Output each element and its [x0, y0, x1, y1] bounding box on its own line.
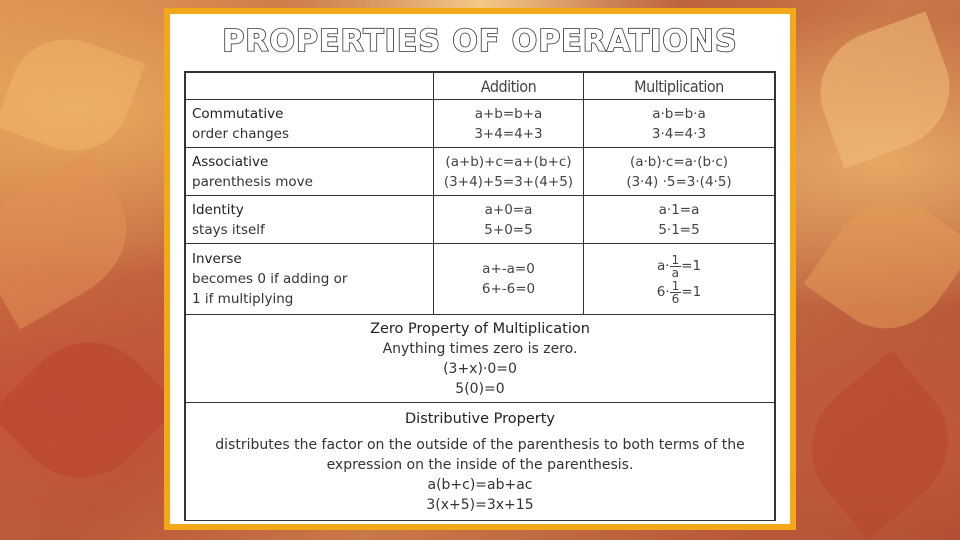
- table-row: [186, 100, 775, 148]
- property-name: Inverse: [192, 251, 242, 267]
- fraction-prefix: a·: [656, 258, 670, 274]
- column-header: [186, 73, 434, 100]
- fraction-numerator: 1: [671, 278, 680, 293]
- multiplication-cell: [584, 244, 775, 315]
- property-name-cell: [186, 244, 434, 315]
- fraction-numerator: 1: [671, 252, 680, 267]
- property-description: 1 if multiplying: [192, 291, 294, 307]
- table-row: [186, 148, 775, 196]
- distributive-property-example: 3(x+5)=3x+15: [426, 497, 534, 513]
- properties-sheet: [184, 71, 776, 521]
- distributive-property-example: a(b+c)=ab+ac: [427, 477, 533, 493]
- property-name: Associative: [192, 153, 269, 170]
- property-name-cell: [186, 148, 434, 196]
- property-name-cell: [186, 100, 434, 148]
- multiplication-example: a·1=a: [658, 201, 700, 218]
- addition-cell: [434, 148, 584, 196]
- autumn-leaf-decoration: [785, 350, 960, 540]
- property-description: parenthesis move: [192, 173, 313, 190]
- multiplication-example: (a·b)·c=a·(b·c): [629, 153, 729, 170]
- multiplication-example: (3·4) ·5=3·(4·5): [626, 173, 732, 190]
- addition-example: 5+0=5: [484, 221, 533, 238]
- zero-property-example: 5(0)=0: [455, 381, 505, 397]
- property-name: Identity: [192, 201, 244, 218]
- properties-card: [164, 8, 796, 530]
- page-title: PROPERTIES OF OPERATIONS: [222, 24, 738, 59]
- addition-example: 6+-6=0: [481, 281, 536, 297]
- fraction-denominator: 6: [671, 291, 680, 306]
- distributive-property-section: [185, 403, 775, 521]
- multiplication-example: 5·1=5: [658, 221, 700, 238]
- multiplication-cell: [584, 100, 775, 148]
- autumn-leaf-decoration: [0, 315, 180, 506]
- autumn-leaf-decoration: [803, 11, 960, 168]
- addition-cell: [434, 100, 584, 148]
- property-name-cell: [186, 196, 434, 244]
- fraction: [670, 254, 682, 279]
- zero-property-title: Zero Property of Multiplication: [370, 321, 590, 337]
- multiplication-example: 3·4=4·3: [651, 125, 707, 142]
- column-header-addition: Addition: [434, 73, 584, 100]
- addition-example: a+b=b+a: [474, 105, 543, 122]
- distributive-property-text: distributes the factor on the outside of the parenthesis to both terms of the expression on the inside of the parenthesis.: [215, 437, 745, 473]
- autumn-leaf-decoration: [0, 23, 145, 167]
- fraction: [670, 280, 682, 305]
- fraction-prefix: 6·: [656, 284, 670, 300]
- addition-example: 3+4=4+3: [474, 125, 543, 142]
- property-name: Commutative: [192, 105, 284, 122]
- zero-property-text: Anything times zero is zero.: [382, 341, 578, 357]
- properties-table: [185, 72, 775, 315]
- multiplication-example: [590, 279, 768, 305]
- addition-example: (a+b)+c=a+(b+c): [445, 153, 572, 170]
- multiplication-cell: [584, 196, 775, 244]
- multiplication-example: [590, 253, 768, 279]
- addition-example: a+0=a: [484, 201, 533, 218]
- addition-example: a+-a=0: [482, 261, 535, 277]
- table-header-row: [186, 73, 775, 100]
- zero-property-example: (3+x)·0=0: [443, 361, 517, 377]
- property-description: stays itself: [192, 221, 265, 238]
- multiplication-cell: [584, 148, 775, 196]
- autumn-leaf-decoration: [0, 151, 150, 330]
- fraction-denominator: a: [671, 265, 680, 280]
- column-header-multiplication: Multiplication: [584, 73, 775, 100]
- addition-example: (3+4)+5=3+(4+5): [443, 173, 574, 190]
- addition-cell: [434, 244, 584, 315]
- addition-cell: [434, 196, 584, 244]
- table-row: [186, 244, 775, 315]
- property-description: becomes 0 if adding or: [192, 271, 348, 287]
- autumn-leaf-decoration: [804, 177, 960, 352]
- table-row: [186, 196, 775, 244]
- distributive-property-title: Distributive Property: [405, 411, 555, 427]
- multiplication-example: a·b=b·a: [652, 105, 706, 122]
- zero-property-section: [185, 315, 775, 403]
- fraction-suffix: =1: [681, 284, 702, 300]
- property-description: order changes: [192, 125, 290, 142]
- fraction-suffix: =1: [681, 258, 702, 274]
